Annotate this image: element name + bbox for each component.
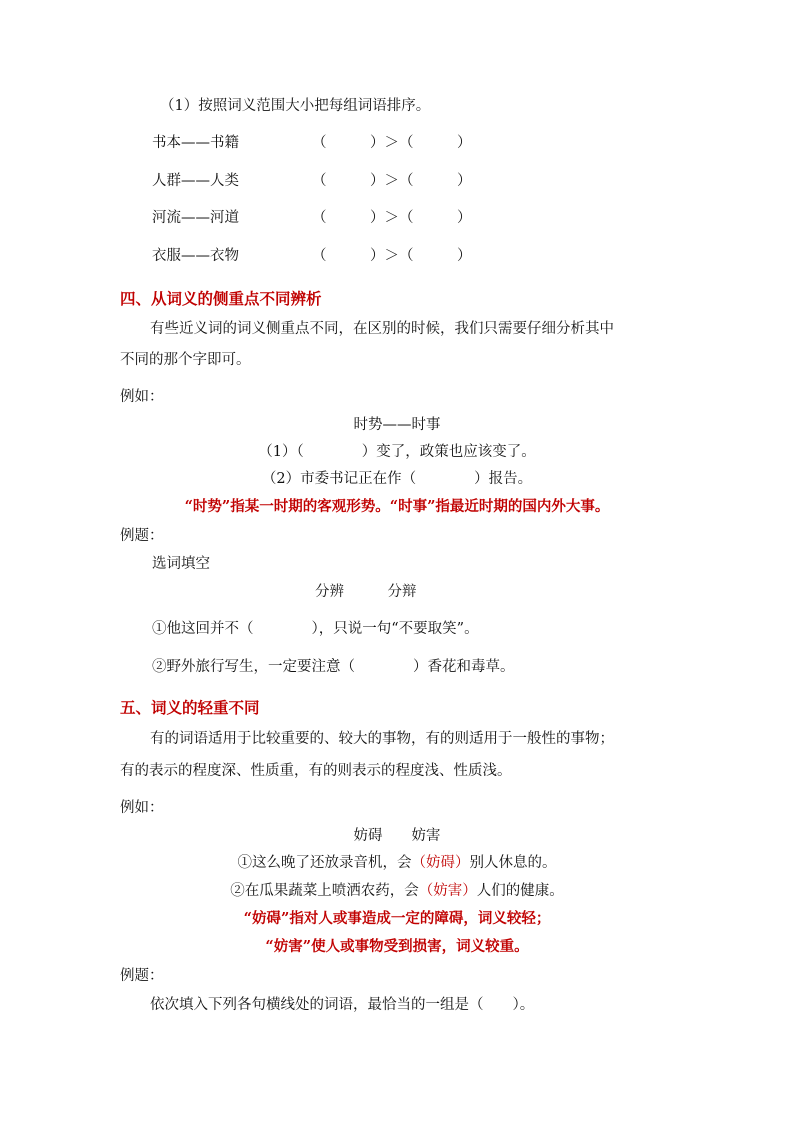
section5-example-sentence2	[0, 884, 794, 899]
section4-example-sentence2: （2）市委书记正在作（ ）报告。	[261, 471, 533, 487]
section5-example-words: 妨碍 妨害	[353, 828, 441, 844]
s2-answer: （妨害）	[418, 883, 477, 899]
s1-suffix: 别人休息的。	[469, 855, 557, 871]
section5-heading: 五、词义的轻重不同	[120, 699, 260, 717]
ordering-blanks-4[interactable]: （ ）＞（ ）	[312, 248, 472, 264]
ordering-pair-1: 书本——书籍	[152, 135, 239, 151]
ordering-blanks-3[interactable]: （ ）＞（ ）	[312, 210, 472, 226]
section4-exercise-words: 分辨 分辩	[315, 584, 417, 600]
s2-suffix: 人们的健康。	[476, 883, 564, 899]
s1-prefix: ①这么晚了还放录音机，会	[237, 855, 412, 871]
section4-example-sentence1: （1）（ ）变了，政策也应该变了。	[258, 444, 536, 460]
ordering-pair-3: 河流——河道	[152, 210, 239, 226]
section5-exercise-task: 依次填入下列各句横线处的词语，最恰当的一组是（ ）。	[150, 997, 535, 1013]
section4-explanation: “时势”指某一时期的客观形势。“时事”指最近时期的国内外大事。	[184, 498, 610, 515]
section5-intro-line2: 有的表示的程度深、性质重，有的则表示的程度浅、性质浅。	[120, 763, 512, 779]
s2-prefix: ②在瓜果蔬菜上喷洒农药，会	[230, 883, 419, 899]
section4-exercise-sentence1: ①他这回并不（ ），只说一句“不要取笑”。	[152, 621, 479, 637]
section5-explanation1: “妨碍”指对人或事造成一定的障碍，词义较轻；	[243, 910, 551, 927]
section4-exercise-task: 选词填空	[152, 556, 210, 572]
section5-example-sentence1	[0, 856, 794, 871]
section4-exercise-label: 例题：	[120, 528, 164, 544]
ordering-blanks-2[interactable]: （ ）＞（ ）	[312, 173, 472, 189]
section5-explanation2: “妨害”使人或事物受到损害，词义较重。	[265, 938, 529, 955]
section5-intro-line1: 有的词语适用于比较重要的、较大的事物，有的则适用于一般性的事物；	[150, 731, 614, 747]
ordering-instruction: （1）按照词义范围大小把每组词语排序。	[160, 98, 431, 114]
section5-example-label: 例如：	[120, 800, 164, 816]
section4-heading: 四、从词义的侧重点不同辨析	[120, 290, 322, 308]
ordering-pair-4: 衣服——衣物	[152, 248, 239, 264]
s1-answer: （妨碍）	[411, 855, 470, 871]
ordering-pair-2: 人群——人类	[152, 173, 239, 189]
section4-intro-line2: 不同的那个字即可。	[120, 352, 251, 368]
ordering-blanks-1[interactable]: （ ）＞（ ）	[312, 135, 472, 151]
section4-intro-line1: 有些近义词的词义侧重点不同，在区别的时候，我们只需要仔细分析其中	[150, 321, 614, 337]
section5-exercise-label: 例题：	[120, 968, 164, 984]
section4-exercise-sentence2: ②野外旅行写生，一定要注意（ ）香花和毒草。	[152, 659, 515, 675]
section4-example-words: 时势——时事	[353, 417, 441, 433]
section4-example-label: 例如：	[120, 389, 164, 405]
